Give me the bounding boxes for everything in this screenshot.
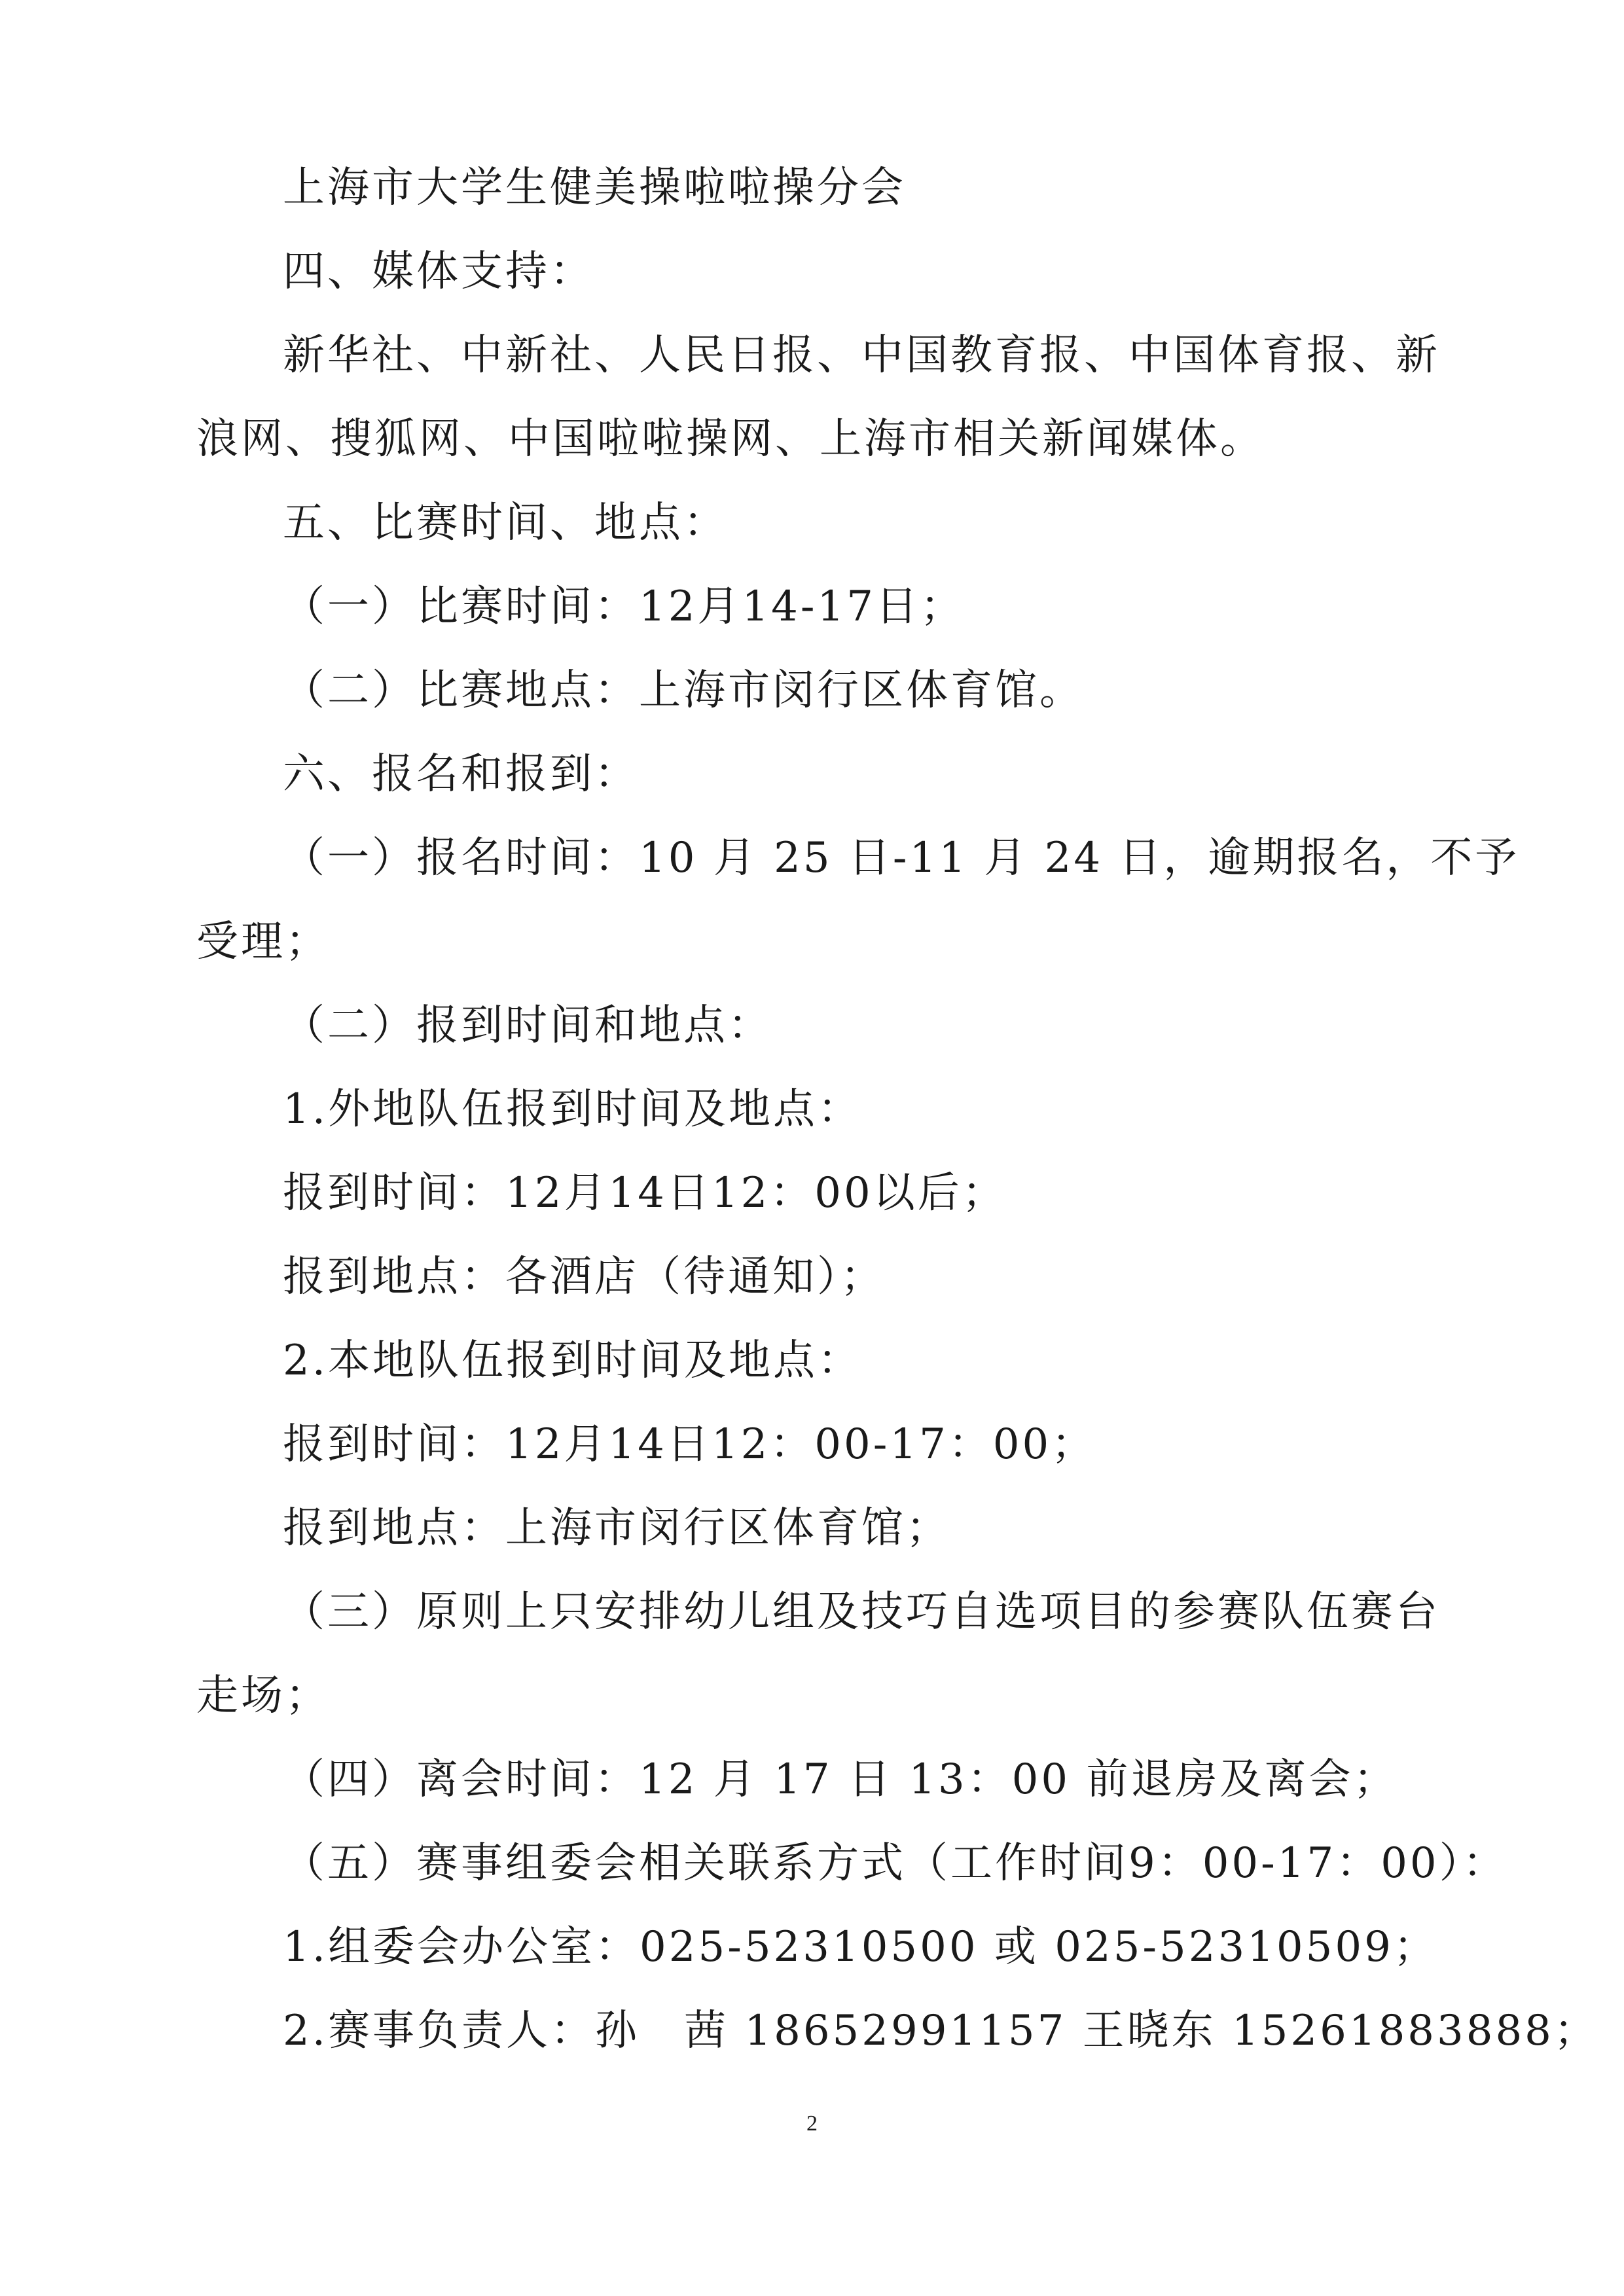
contact-heading: （五）赛事组委会相关联系方式（工作时间9：00-17：00）： — [283, 1839, 1507, 1888]
page-number: 2 — [806, 2111, 818, 2136]
out-of-town-checkin-time: 报到时间：12月14日12：00以后； — [283, 1169, 1007, 1217]
media-list-line-2: 浪网、搜狐网、中国啦啦操网、上海市相关新闻媒体。 — [196, 415, 1265, 463]
departure-time: （四）离会时间：12 月 17 日 13：00 前退房及离会； — [283, 1755, 1398, 1804]
section-heading-registration: 六、报名和报到： — [283, 750, 639, 798]
registration-time-line-2: 受理； — [196, 918, 330, 966]
section-heading-time-location: 五、比赛时间、地点： — [283, 499, 728, 547]
local-checkin-location: 报到地点：上海市闵行区体育馆； — [283, 1504, 950, 1552]
rehearsal-note-line-2: 走场； — [196, 1672, 330, 1720]
out-of-town-teams-heading: 1.外地队伍报到时间及地点： — [283, 1085, 863, 1134]
out-of-town-checkin-location: 报到地点：各酒店（待通知）； — [283, 1253, 885, 1301]
competition-location: （二）比赛地点：上海市闵行区体育馆。 — [283, 666, 1084, 715]
local-teams-heading: 2.本地队伍报到时间及地点： — [283, 1336, 863, 1385]
media-list-line-1: 新华社、中新社、人民日报、中国教育报、中国体育报、新 — [283, 331, 1440, 380]
section-heading-media-support: 四、媒体支持： — [283, 247, 594, 296]
rehearsal-note-line-1: （三）原则上只安排幼儿组及技巧自选项目的参赛队伍赛台 — [283, 1588, 1440, 1636]
checkin-heading: （二）报到时间和地点： — [283, 1001, 772, 1050]
organizer-line: 上海市大学生健美操啦啦操分会 — [283, 164, 906, 212]
competition-time: （一）比赛时间：12月14-17日； — [283, 583, 965, 631]
local-checkin-time: 报到时间：12月14日12：00-17：00； — [283, 1420, 1096, 1469]
event-contacts: 2.赛事负责人：孙 茜 18652991157 王晓东 15261883888； — [283, 2007, 1598, 2055]
registration-time-line-1: （一）报名时间：10 月 25 日-11 月 24 日，逾期报名，不予 — [283, 834, 1520, 882]
office-phone: 1.组委会办公室：025-52310500 或 025-52310509； — [283, 1923, 1438, 1971]
